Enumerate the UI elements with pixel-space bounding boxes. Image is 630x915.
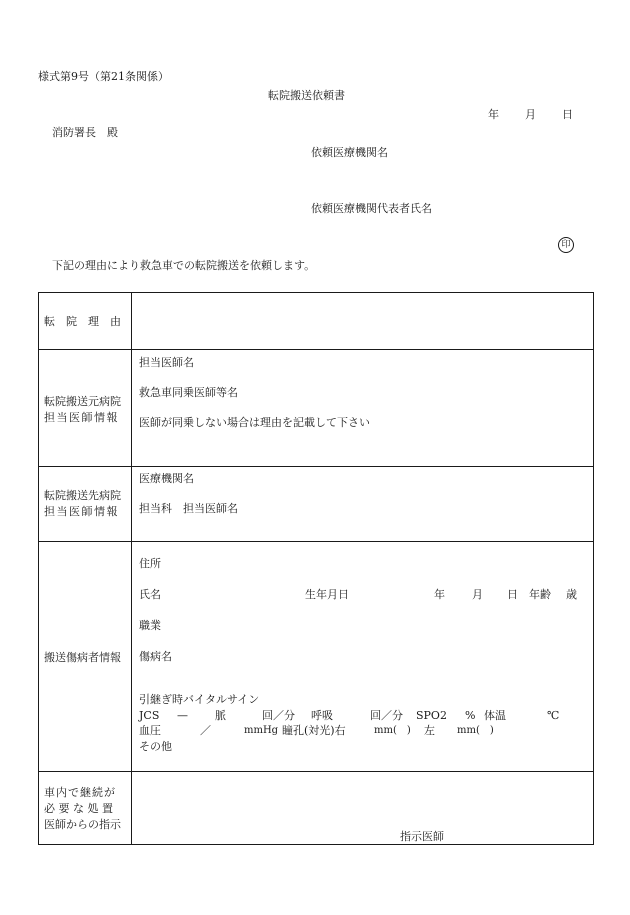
- form-number: 様式第9号（第21条関係）: [38, 70, 169, 83]
- vitals-temp-label: 体温: [484, 709, 506, 722]
- vitals-pulse-label: 脈: [215, 709, 226, 722]
- dest-dept-field[interactable]: 担当科 担当医師名: [139, 502, 238, 515]
- requesting-institution-label: 依頼医療機関名: [311, 146, 388, 159]
- patient-year-label: 年: [434, 588, 445, 601]
- row-divider: [38, 349, 594, 350]
- table-column-divider: [131, 292, 132, 845]
- instructing-doctor-label: 指示医師: [400, 830, 444, 843]
- patient-age-label: 年齢: [529, 588, 551, 601]
- patient-injury-field[interactable]: 傷病名: [139, 650, 172, 663]
- vitals-bp-slash: ／: [200, 724, 211, 737]
- vitals-spo2-unit: %: [465, 709, 476, 722]
- patient-month-label: 月: [472, 588, 483, 601]
- row-divider: [38, 466, 594, 467]
- vitals-bp-label: 血圧: [139, 724, 161, 737]
- row-divider: [38, 771, 594, 772]
- page-title: 転院搬送依頼書: [268, 89, 345, 102]
- date-month-label: 月: [525, 108, 536, 121]
- vitals-resp-unit: 回／分: [370, 709, 403, 722]
- addressee: 消防署長 殿: [52, 126, 118, 139]
- vitals-spo2-label: SPO2: [416, 709, 447, 722]
- vitals-pupil-label: 瞳孔(対光)右: [282, 724, 346, 737]
- vitals-pupil-right-unit: mm( ): [374, 725, 411, 736]
- dest-institution-field[interactable]: 医療機関名: [139, 472, 194, 485]
- origin-label-line2: 担当医師情報: [44, 411, 119, 424]
- seal-icon: 印: [558, 237, 574, 253]
- vitals-pupil-left-unit: mm( ): [457, 725, 494, 736]
- representative-name-label: 依頼医療機関代表者氏名: [311, 202, 432, 215]
- patient-name-field[interactable]: 氏名: [139, 588, 161, 601]
- vitals-resp-label: 呼吸: [311, 709, 333, 722]
- date-day-label: 日: [562, 108, 573, 121]
- vitals-temp-unit: ℃: [547, 709, 560, 722]
- vitals-pupil-left-label: 左: [424, 724, 435, 737]
- patient-job-field[interactable]: 職業: [139, 619, 161, 632]
- care-label-line1: 車内で継続が: [44, 786, 116, 799]
- reason-label: 転 院 理 由: [44, 315, 121, 328]
- intro-text: 下記の理由により救急車での転院搬送を依頼します。: [52, 259, 316, 272]
- vitals-pulse-unit: 回／分: [262, 709, 295, 722]
- care-label-line3: 医師からの指示: [44, 818, 121, 831]
- row-divider: [38, 541, 594, 542]
- vitals-title: 引継ぎ時バイタルサイン: [139, 693, 260, 706]
- date-year-label: 年: [488, 108, 499, 121]
- origin-ride-doctor-field[interactable]: 救急車同乗医師等名: [139, 386, 238, 399]
- patient-day-label: 日: [507, 588, 518, 601]
- care-label-line2: 必 要 な 処 置: [44, 802, 113, 815]
- origin-doctor-field[interactable]: 担当医師名: [139, 356, 194, 369]
- request-table: [38, 292, 594, 845]
- dest-label-line2: 担当医師情報: [44, 505, 119, 518]
- patient-label: 搬送傷病者情報: [44, 651, 121, 664]
- vitals-jcs-dash: —: [177, 709, 188, 722]
- dest-label-line1: 転院搬送先病院: [44, 489, 121, 502]
- patient-birth-label: 生年月日: [305, 588, 349, 601]
- origin-note: 医師が同乗しない場合は理由を記載して下さい: [139, 416, 370, 429]
- origin-label-line1: 転院搬送元病院: [44, 395, 121, 408]
- patient-address-field[interactable]: 住所: [139, 557, 161, 570]
- patient-age-unit: 歳: [566, 588, 577, 601]
- vitals-bp-unit: mmHg: [244, 725, 279, 736]
- vitals-other-label: その他: [139, 740, 172, 753]
- vitals-jcs-label: JCS: [139, 709, 160, 722]
